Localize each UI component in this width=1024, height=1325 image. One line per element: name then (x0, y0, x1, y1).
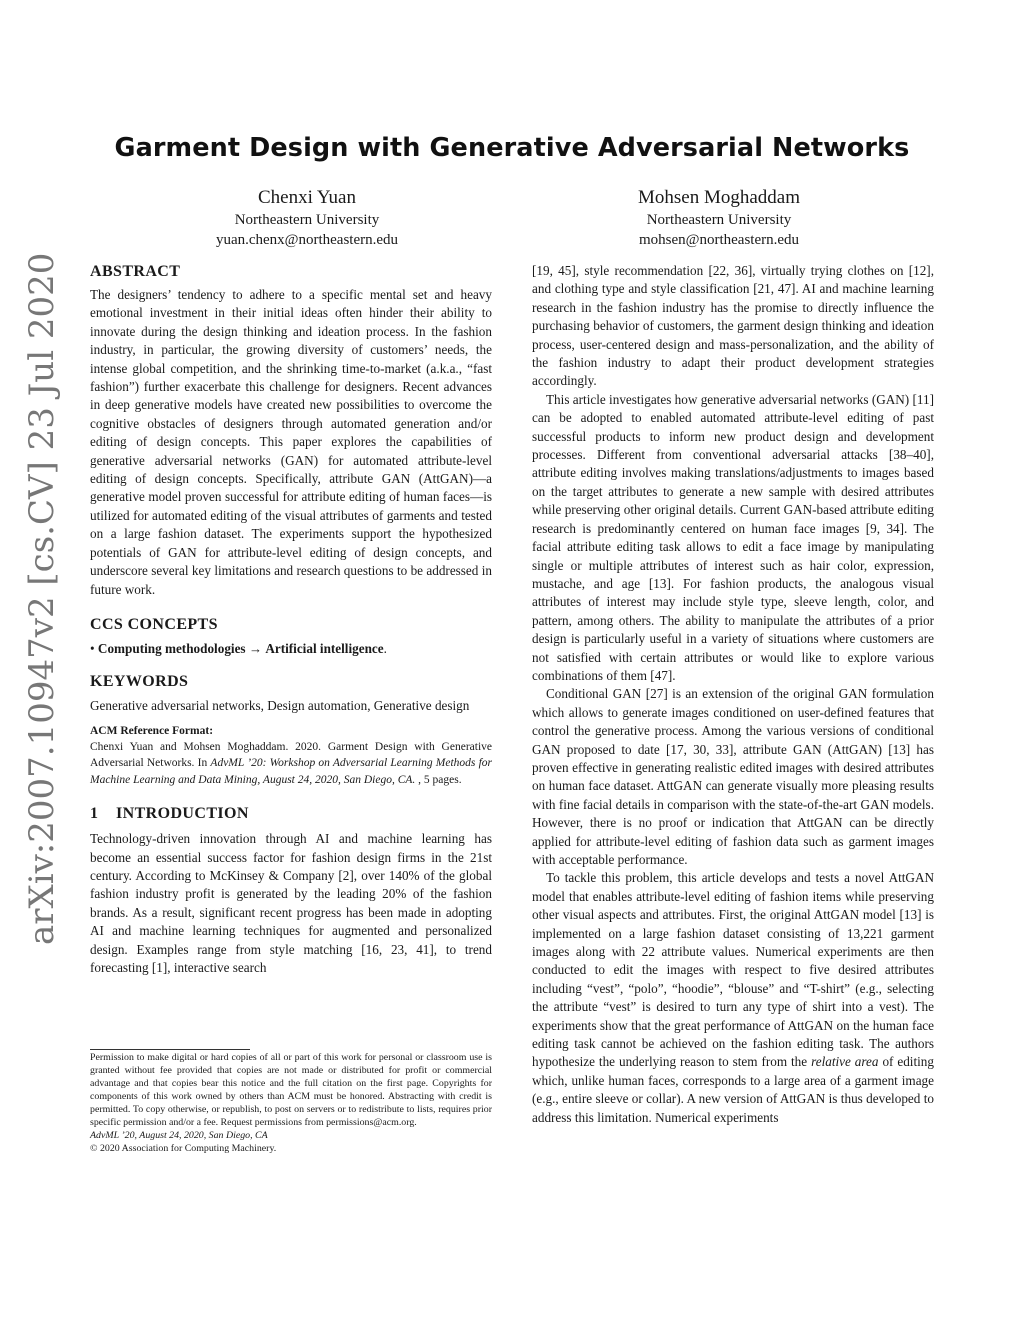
arrow-icon: → (248, 640, 263, 656)
intro-emphasis: relative area (811, 1054, 879, 1070)
footnote-venue: AdvML ’20, August 24, 2020, San Diego, CA (90, 1130, 268, 1141)
permission-notice: Permission to make digital or hard copies of all or part of this work for personal or classroom use is granted without fee provided that copies are not made or distributed for profit or commercial advantage and that copies bear this notice and the full citation on the first page. Copyrights for components of this work owned by others than ACM must be honored. Abstracting with credit is permitted. To copy otherwise, or republish, to post on servers or to redistribute to lists, requires prior specific permission and/or a fee. Request permissions from permissions@acm.org. (90, 1052, 492, 1128)
intro-text: of editing which, unlike human faces, corresponds to a large area of a garment image (e.g., entire sleeve or collar). A new version of AttGAN is thus developed to address this limitation. Numerical experiments (532, 1054, 934, 1125)
ccs-concepts-line (90, 640, 492, 658)
author-email: mohsen@northeastern.edu (638, 232, 800, 248)
author-name: Chenxi Yuan (258, 187, 356, 208)
footnote-rule (90, 1049, 250, 1050)
paper-title: Garment Design with Generative Adversarial Networks (114, 133, 910, 163)
copyright-footnote (90, 1051, 492, 1155)
ccs-concepts-heading: CCS CONCEPTS (90, 615, 218, 633)
keywords-heading: KEYWORDS (90, 673, 189, 691)
footnote-copyright: © 2020 Association for Computing Machinery. (90, 1143, 277, 1154)
ccs-subconcept: Artificial intelligence (265, 640, 384, 656)
arxiv-identifier-sidebar: arXiv:2007.10947v2 [cs.CV] 23 Jul 2020 (22, 252, 62, 945)
intro-paragraph: Conditional GAN [27] is an extension of the original GAN formulation which allows to generate images conditioned on user-defined features that control the generative process. Among the various versions of conditional GAN proposed to date [17, 30, 33], attribute GAN (AttGAN) [13] has proven effective in generating realistic edited images with desired attributes on human face dataset. AttGAN can generate visually more pleasing results with fine facial details in comparison with the state-of-the-art GAN models. However, there is no proof or indication that AttGAN can be directly applied for attribute-level editing of fashion data such as garment images with acceptable performance. (532, 686, 934, 867)
author-name: Mohsen Moghaddam (637, 187, 800, 208)
section-number: 1 (90, 805, 99, 823)
author-block (107, 186, 507, 250)
introduction-heading (90, 804, 492, 824)
ccs-period: . (383, 640, 387, 656)
acm-reference-text (90, 739, 492, 789)
acm-reference-tail: , 5 pages. (415, 773, 462, 786)
intro-paragraph: This article investigates how generative adversarial networks (GAN) [11] can be adopted to enabled automated attribute-level editing of past successful products to inform new product design and development processes. Different from conventional adversarial attacks [38–40], attribute editing involves making translations/adjustments to images based on the target attributes to generate a new sample with desired attributes while preserving other original details. Current GAN-based attribute editing research is predominantly centered on human face images [9, 34]. The facial attribute editing task allows to edit a face image by manipulating single or multiple attributes of interest such as hair color, expression, mustache, and age [13]. For fashion products, the analogous visual attributes of interest may include style type, sleeve length, color, and pattern, among others. The ability to manipulate the attributes of a prior design is particularly useful in a variety of situations where customers are not satisfied with certain attributes or would like to explore various combinations of them [47]. (532, 391, 934, 683)
intro-paragraph (532, 869, 934, 1127)
ccs-concept: Computing methodologies (97, 640, 246, 656)
left-column (90, 262, 492, 977)
ccs-bullet: • (90, 640, 95, 656)
abstract-text: The designers’ tendency to adhere to a specific mental set and heavy emotional investment in their initial ideas often hinder their ability to innovate during the design thinking and ideation process. In the fashion industry, in particular, the growing diversity of customers’ needs, the intense global competition, and the shrinking time-to-market (a.k.a., “fast fashion”) further exacerbate this challenge for designers. Recent advances in deep generative models have created new possibilities to overcome the cognitive obstacles of designers through automated generation and/or editing of design concepts. This paper explores the capabilities of generative adversarial networks (GAN) for automated attribute-level editing of design concepts. Specifically, attribute GAN (AttGAN)—a generative model proven successful for attribute editing of human faces—is utilized for automated editing of the visual attributes of garments and tested on a large fashion dataset. The experiments support the hypothesized potentials of GAN for attribute-level editing of design concepts, and underscore several key limitations and research questions to be addressed in future work. (90, 287, 492, 597)
author-affiliation: Northeastern University (234, 212, 380, 228)
author-block (519, 186, 919, 250)
author-affiliation: Northeastern University (646, 212, 792, 228)
author-email: yuan.chenx@northeastern.edu (215, 232, 399, 248)
abstract-heading: ABSTRACT (90, 263, 181, 280)
right-column (532, 262, 934, 1127)
keywords-text: Generative adversarial networks, Design automation, Generative design (90, 698, 470, 714)
acm-reference-venue: AdvML ’20: Workshop on Adversarial Learning Methods for Machine Learning and Data Mining, August 24, 2020, San Diego, CA. (90, 757, 493, 786)
intro-text: To tackle this problem, this article develops and tests a novel AttGAN model that enables attribute-level editing of fashion items while preserving other visual aspects and attributes. First, the original AttGAN model [13] is implemented on a large fashion dataset consisting of 13,221 garment images along with 22 attribute values. Numerical experiments are then conducted to edit the images with respect to five desired attributes including “vest”, “polo”, “hoodie”, “blouse” and “T-shirt” (e.g., selecting the attribute “vest” is desired to turn any type of shirt into a vest). The experiments show that the great performance of AttGAN on the human face editing task cannot be achieved on the fashion editing task. The authors hypothesize the underlying reason to stem from the (532, 870, 934, 1070)
acm-reference-heading: ACM Reference Format: (90, 724, 214, 737)
acm-reference-lead: Chenxi Yuan and Mohsen Moghaddam. 2020. Garment Design with Generative Adversarial Networks. In (90, 740, 492, 770)
intro-paragraph-continued: [19, 45], style recommendation [22, 36], virtually trying clothes on [12], and clothing type and style classification [21, 47]. AI and machine learning research in the fashion industry has the promise to directly influence the purchasing behavior of customers, the garment design thinking and ideation process, user-centered design and mass-personalization, and the ability of the fashion industry to adapt their product development strategies accordingly. (532, 263, 934, 389)
intro-paragraph: Technology-driven innovation through AI and machine learning has become an essential success factor for fashion design firms in the 21st century. According to McKinsey & Company [2], over 140% of the global fashion industry profit is generated by the leading 20% of the fashion brands. As a result, significant recent progress has been made in adopting AI and machine learning techniques for augmented and personalized design. Examples range from style matching [16, 23, 41], to trend forecasting [1], interactive search (90, 831, 492, 976)
section-title: INTRODUCTION (116, 805, 249, 823)
